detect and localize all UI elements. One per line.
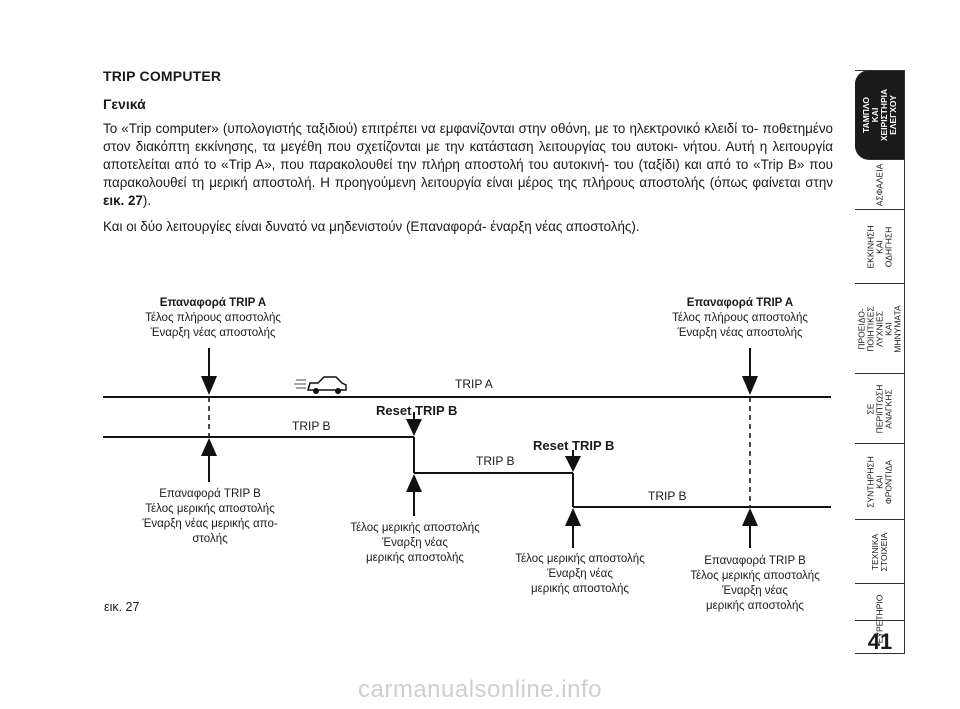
bottom-label-1: Επαναφορά TRIP B Τέλος μερικής αποστολής Έναρξη νέας μερικής απο- στολής <box>142 488 278 545</box>
page-number: 41 <box>855 620 905 662</box>
tab-label: ΕΚΚΙΝΗΣΗ ΚΑΙ ΟΔΗΓΗΣΗ <box>865 224 893 269</box>
bottom-label-3: Τέλος μερικής αποστολής Έναρξη νέας μερικής αποστολής <box>515 553 645 595</box>
reset-trip-b-label-1: Reset TRIP B <box>376 403 458 418</box>
intro-line-3: νήτου. Αυτή η λειτουργία αποτελείται από το «Trip A», που παρακολουθεί την πλήρη αποστολή του αυτοκινή- <box>103 139 833 172</box>
bottom-label-2: Τέλος μερικής αποστολής Έναρξη νέας μερικής αποστολής <box>350 522 480 564</box>
tab-safety[interactable] <box>855 160 905 210</box>
trip-b-label-1: TRIP B <box>292 419 331 433</box>
divider <box>855 70 905 71</box>
tab-warning-lights[interactable] <box>855 284 905 374</box>
arrow-up-2 <box>406 474 422 516</box>
tab-label: ΣΥΝΤΗΡΗΣΗ ΚΑΙ ΦΡΟΝΤΙΔΑ <box>865 455 893 508</box>
watermark: carmanualsonline.info <box>358 676 602 703</box>
tab-starting-driving[interactable] <box>855 210 905 284</box>
tab-label: ΤΑΜΠΛΟ ΚΑΙ ΧΕΙΡΙΣΤΗΡΙΑ ΕΛΕΓΧΟΥ <box>860 88 898 142</box>
trip-b-label-3: TRIP B <box>648 489 687 503</box>
tab-emergency[interactable] <box>855 374 905 444</box>
section-title: TRIP COMPUTER <box>103 68 222 84</box>
intro-line-2: ποθετημένο στον διακόπτη εκκίνησης, τα μεγέθη που σχετίζονται με την κατάσταση λειτουργίας του αυτοκι- <box>103 121 833 154</box>
tab-maintenance[interactable] <box>855 444 905 520</box>
tab-technical-data[interactable] <box>855 520 905 584</box>
section-subtitle: Γενικά <box>103 96 146 112</box>
tab-label: ΕΥΡΕΤΗΡΙΟ <box>874 594 884 643</box>
chapter-sidebar <box>855 50 905 662</box>
arrow-down-reset-2 <box>565 450 581 472</box>
intro-line-5: της πλήρους αποστολής (όπως φαίνεται στην <box>558 175 833 190</box>
intro-end: ). <box>142 193 152 208</box>
figure-caption: εικ. 27 <box>104 600 140 614</box>
tab-label: ΑΣΦΑΛΕΙΑ <box>874 163 884 206</box>
reset-trip-b-label-2: Reset TRIP B <box>533 438 615 453</box>
top-left-label: Επαναφορά TRIP A Τέλος πλήρους αποστολής Έναρξη νέας αποστολής <box>145 297 281 339</box>
tab-label: ΣΕ ΠΕΡΙΠΤΩΣΗ ΑΝΑΓΚΗΣ <box>865 384 893 433</box>
arrow-down-right <box>742 348 758 395</box>
trip-a-label: TRIP A <box>455 377 493 391</box>
tab-dashboard-controls[interactable] <box>855 70 905 160</box>
intro-line-1: Το «Trip computer» (υπολογιστής ταξιδιού) επιτρέπει να εμφανίζονται στην οθόνη, με το ηλεκτρονικό κλειδί το- <box>103 121 759 136</box>
figure-reference: εικ. 27 <box>103 193 143 208</box>
arrow-down-left <box>201 348 217 395</box>
tab-label: ΤΕΧΝΙΚΑ ΣΤΟΙΧΕΙΑ <box>869 532 889 571</box>
reset-paragraph: Και οι δύο λειτουργίες είναι δυνατό να μηδενιστούν (Επαναφορά- έναρξη νέας αποστολής). <box>103 219 640 234</box>
tab-label: ΠΡΟΕΙΔΟ- ΠΟΙΗΤΙΚΕΣ ΛΥΧΝΙΕΣ ΚΑΙ ΜΗΝΥΜΑΤΑ <box>856 304 902 353</box>
trip-b-label-2: TRIP B <box>476 454 515 468</box>
arrow-up-4 <box>742 508 758 548</box>
arrow-up-3 <box>565 508 581 548</box>
bottom-label-4: Επαναφορά TRIP B Τέλος μερικής αποστολής Έναρξη νέας μερικής αποστολής <box>690 555 820 612</box>
car-icon <box>294 377 346 394</box>
top-right-label: Επαναφορά TRIP A Τέλος πλήρους αποστολής Έναρξη νέας αποστολής <box>672 297 808 339</box>
intro-line-4: του (ταξίδι) και από το «Trip B» που παρακολουθεί τη μερική αποστολή. Η προηγούμενη λειτουργία είναι μέρος <box>103 157 833 190</box>
arrow-up-1 <box>201 438 217 482</box>
